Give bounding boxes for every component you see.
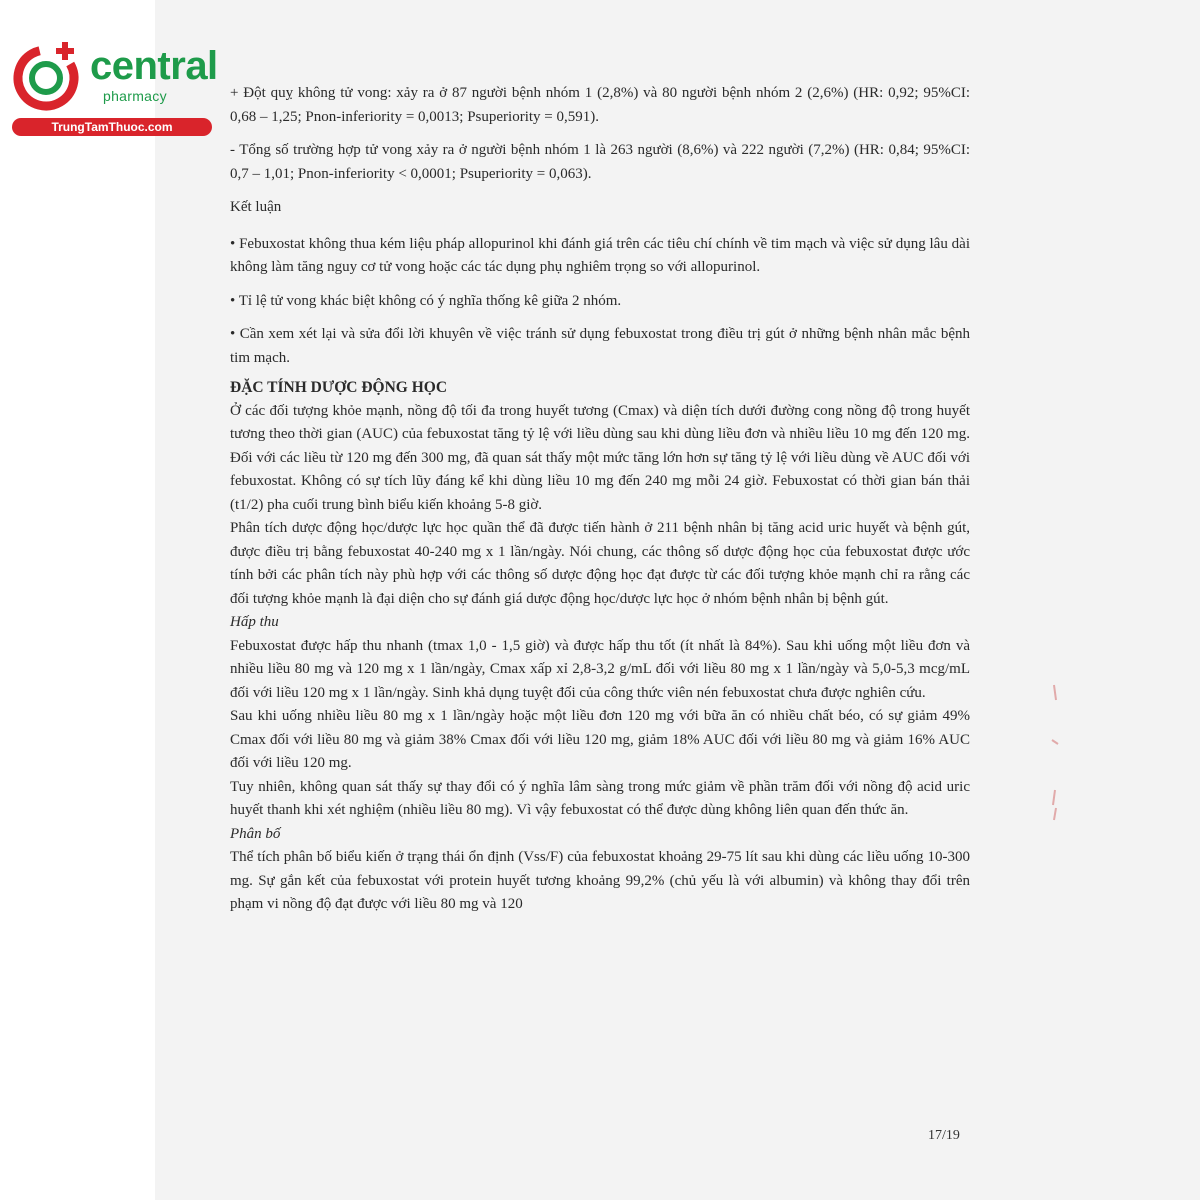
pharmacy-cross-icon — [8, 38, 88, 118]
bullet-reconsider: • Cần xem xét lại và sửa đổi lời khuyên về việc tránh sử dụng febuxostat trong điều trị gút ở những bệnh nhân mắc bệnh tim mạch. — [230, 326, 970, 366]
paragraph-population-analysis: Phân tích dược động học/dược lực học quần thể đã được tiến hành ở 211 bệnh nhân bị tăng acid uric huyết và bệnh gút, được điều trị bằng febuxostat 40-240 mg x 1 lần/ngày. Nói chung, các thông số dược động học của febuxostat được ước tính bởi các phân tích này phù hợp với các thông số dược động học đạt được từ các đối tượng khỏe mạnh chỉ ra rằng các đối tượng khỏe mạnh là đại diện cho sự đánh giá dược động học/dược lực học ở nhóm bệnh nhân bị bệnh gút. — [230, 520, 970, 607]
conclusion-heading: Kết luận — [230, 199, 282, 215]
paragraph-food-effect: Sau khi uống nhiều liều 80 mg x 1 lần/ngày hoặc một liều đơn 120 mg với bữa ăn có nhiều chất béo, có sự giảm 49% Cmax đối với liều 80 mg và giảm 38% Cmax đối với liều 120 mg, giảm 18% AUC đối với liều 80 mg và giảm 16% AUC đối với liều 120 mg. — [230, 708, 970, 771]
section-heading-pharmacokinetics: ĐẶC TÍNH DƯỢC ĐỘNG HỌC — [230, 379, 448, 396]
logo-sub-text: pharmacy — [103, 88, 167, 104]
subheading-absorption: Hấp thu — [230, 614, 279, 630]
central-pharmacy-logo — [8, 38, 218, 138]
bullet-mortality: • Tỉ lệ tử vong khác biệt không có ý nghĩa thống kê giữa 2 nhóm. — [230, 292, 622, 309]
page-number: 17/19 — [928, 1128, 960, 1143]
bullet-noninferior: • Febuxostat không thua kém liệu pháp allopurinol khi đánh giá trên các tiêu chí chính về tim mạch và việc sử dụng lâu dài không làm tăng nguy cơ tử vong hoặc các tác dụng phụ nghiêm trọng so với allopurinol. — [230, 235, 970, 275]
paragraph-absorption: Febuxostat được hấp thu nhanh (tmax 1,0 - 1,5 giờ) và được hấp thu tốt (ít nhất là 84%). Sau khi uống một liều đơn và nhiều liều 80 mg và 120 mg x 1 lần/ngày, Cmax xấp xỉ 2,8-3,2 g/mL đối với liều 80 mg x 1 lần/ngày và 5,0-5,3 mcg/mL đối với liều 120 mg x 1 lần/ngày. Sinh khả dụng tuyệt đối của công thức viên nén febuxostat chưa được nghiên cứu. — [230, 637, 970, 701]
logo-url-bar: TrungTamThuoc.com — [12, 118, 212, 136]
paragraph-clinical-significance: Tuy nhiên, không quan sát thấy sự thay đổi có ý nghĩa lâm sàng trong mức giảm về phần trăm đối với nồng độ acid uric huyết thanh khi xét nghiệm (nhiều liều 80 mg). Vì vậy febuxostat có thể được dùng không liên quan đến thức ăn. — [230, 778, 970, 818]
paragraph-nonfatal-stroke: + Đột quỵ không tử vong: xảy ra ở 87 người bệnh nhóm 1 (2,8%) và 80 người bệnh nhóm 2 (2,6%) (HR: 0,92; 95%CI: 0,68 – 1,25; Pnon-inferiority = 0,0013; Psuperiority = 0,591). — [230, 85, 970, 125]
subheading-distribution: Phân bố — [230, 825, 281, 842]
logo-brand-text: central — [90, 44, 218, 88]
paragraph-distribution: Thể tích phân bố biểu kiến ở trạng thái ổn định (Vss/F) của febuxostat khoảng 29-75 lít sau khi dùng các liều uống 10-300 mg. Sự gắn kết của febuxostat với protein huyết tương khoảng 99,2% (chủ yếu là với albumin) và không thay đổi trên phạm vi nồng độ đạt được với liều 80 mg và 120 — [230, 849, 970, 912]
paragraph-healthy-subjects: Ở các đối tượng khỏe mạnh, nồng độ tối đa trong huyết tương (Cmax) và diện tích dưới đường cong nồng độ trong huyết tương theo thời gian (AUC) của febuxostat tăng tỷ lệ với liều dùng sau khi dùng liều đơn và nhiều liều 10 mg đến 120 mg. Đối với các liều từ 120 mg đến 300 mg, đã quan sát thấy một mức tăng lớn hơn sự tăng tỷ lệ với liều dùng về AUC đối với febuxostat. Không có sự tích lũy đáng kể khi dùng liều 10 mg đến 240 mg mỗi 24 giờ. Febuxostat có thời gian bán thải (t1/2) pha cuối trung bình biểu kiến khoảng 5-8 giờ. — [230, 402, 970, 513]
red-ink-mark — [1044, 680, 1068, 830]
document-body — [230, 82, 970, 917]
paragraph-total-deaths: - Tổng số trường hợp tử vong xảy ra ở người bệnh nhóm 1 là 263 người (8,6%) và 222 người (7,2%) (HR: 0,84; 95%CI: 0,7 – 1,01; Pnon-inferiority < 0,0001; Psuperiority = 0,063). — [230, 142, 970, 182]
